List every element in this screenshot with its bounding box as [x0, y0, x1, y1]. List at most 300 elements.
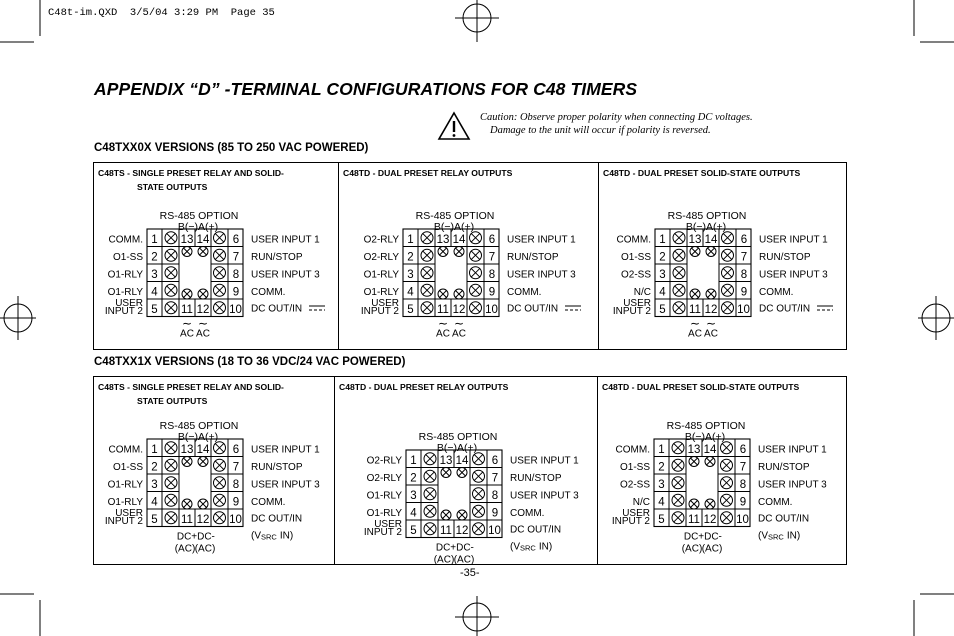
terminal-number: 8	[491, 490, 499, 502]
terminal-number: 8	[739, 479, 747, 491]
terminal-number: 8	[232, 479, 240, 491]
terminal-number: 9	[488, 286, 496, 299]
screw-terminal-icon	[214, 477, 226, 489]
screw-terminal-icon	[198, 289, 208, 299]
terminal-label: RUN/STOP	[507, 252, 559, 263]
terminal-label: USER	[623, 298, 651, 309]
terminal-label: O2-RLY	[366, 473, 402, 484]
terminal-number: 6	[491, 455, 499, 467]
terminal-label: INPUT 2	[363, 527, 402, 538]
screw-terminal-icon	[424, 505, 436, 517]
ac-terminal-label: (AC)	[701, 543, 723, 555]
caution-note	[480, 111, 753, 137]
terminal-label: USER INPUT 3	[251, 479, 320, 491]
terminal-number: 10	[737, 304, 750, 316]
terminal-number: 14	[703, 444, 717, 456]
terminal-number: 10	[229, 304, 242, 316]
terminal-number: 3	[659, 269, 666, 281]
ac-tilde-icon: ∼	[437, 316, 449, 331]
terminal-diagram	[95, 207, 355, 357]
screw-terminal-icon	[214, 302, 226, 314]
panel-heading-line1: C48TS - SINGLE PRESET RELAY AND SOLID-	[98, 382, 284, 392]
terminal-number: 7	[488, 251, 496, 264]
terminal-number: 12	[703, 514, 717, 526]
ac-terminal-label: AC	[704, 328, 718, 340]
screw-terminal-icon	[470, 302, 482, 314]
terminal-label: USER INPUT 1	[759, 234, 828, 246]
terminal-number: 12	[455, 525, 469, 537]
terminal-label: O1-SS	[112, 462, 143, 473]
terminal-label: O2-RLY	[363, 234, 399, 246]
terminal-label: DC OUT/IN	[759, 303, 811, 315]
terminal-number: 1	[151, 234, 158, 246]
screw-terminal-icon	[165, 494, 177, 506]
terminal-number: 3	[658, 479, 665, 491]
terminal-number: 4	[659, 286, 666, 299]
screw-terminal-icon	[214, 459, 226, 471]
ac-tilde-icon: ∼	[705, 316, 717, 331]
terminal-number: 9	[232, 286, 240, 299]
screw-terminal-icon	[424, 470, 436, 482]
page-number: -35-	[460, 567, 480, 579]
screw-terminal-icon	[470, 249, 482, 261]
terminal-number: 7	[740, 251, 748, 264]
screw-terminal-icon	[470, 232, 482, 244]
screw-terminal-icon	[441, 468, 451, 478]
screw-terminal-icon	[689, 457, 699, 467]
terminal-label: RUN/STOP	[251, 252, 303, 263]
terminal-number: 7	[491, 472, 499, 485]
terminal-number: 3	[410, 490, 417, 502]
terminal-number: 1	[407, 234, 414, 246]
ac-terminal-label: AC	[436, 328, 450, 340]
terminal-label: O1-SS	[619, 462, 650, 473]
terminal-label: O1-SS	[112, 252, 143, 263]
screw-terminal-icon	[470, 284, 482, 296]
screw-terminal-icon	[457, 468, 467, 478]
screw-terminal-icon	[182, 499, 192, 509]
ac-terminal-label: (AC)	[194, 543, 216, 555]
screw-terminal-icon	[182, 289, 192, 299]
rs485-label: RS-485 OPTION	[159, 420, 239, 432]
panel-heading-line1: C48TD - DUAL PRESET SOLID-STATE OUTPUTS	[602, 382, 800, 392]
terminal-label: COMM.	[758, 497, 793, 508]
terminal-number: 1	[410, 455, 417, 467]
rs485-label: RS-485 OPTION	[418, 431, 498, 443]
terminal-number: 2	[407, 251, 414, 264]
terminal-number: 11	[440, 525, 452, 537]
screw-terminal-icon	[421, 284, 433, 296]
vsrc-label: (VSRC IN)	[758, 530, 801, 542]
screw-terminal-icon	[165, 442, 177, 454]
terminal-label: INPUT 2	[104, 306, 143, 317]
rs485-polarity-label: B(−)A(+)	[436, 442, 478, 454]
screw-terminal-icon	[454, 289, 464, 299]
terminal-label: O1-RLY	[366, 508, 402, 519]
terminal-label: O2-RLY	[363, 252, 399, 263]
screw-terminal-icon	[165, 267, 177, 279]
rs485-label: RS-485 OPTION	[666, 420, 746, 432]
screw-terminal-icon	[165, 477, 177, 489]
screw-terminal-icon	[673, 232, 685, 244]
terminal-label: USER	[622, 508, 650, 519]
ac-terminal-label: (AC)	[681, 543, 703, 555]
dc-symbol-icon	[817, 306, 833, 310]
terminal-label: INPUT 2	[612, 306, 651, 317]
terminal-label: N/C	[632, 497, 650, 508]
caution-line-1: Caution: Observe proper polarity when connecting DC voltages.	[480, 112, 753, 123]
terminal-label: O1-RLY	[107, 269, 143, 281]
screw-terminal-icon	[672, 494, 684, 506]
screw-terminal-icon	[198, 457, 208, 467]
dc-minus-label: DC-	[456, 542, 474, 554]
screw-terminal-icon	[721, 442, 733, 454]
terminal-number: 14	[196, 444, 210, 456]
panel-heading-line2: STATE OUTPUTS	[137, 182, 208, 192]
screw-terminal-icon	[165, 249, 177, 261]
terminal-number: 7	[232, 461, 240, 474]
terminal-number: 8	[232, 269, 240, 281]
ac-terminal-label: (AC)	[453, 554, 475, 566]
warning-triangle-icon	[437, 111, 471, 141]
terminal-number: 3	[151, 479, 158, 491]
terminal-number: 4	[151, 286, 158, 299]
section-title-2: C48TXX1X VERSIONS (18 TO 36 VDC/24 VAC POWERED)	[94, 356, 406, 368]
terminal-label: O1-RLY	[107, 479, 143, 491]
terminal-label: INPUT 2	[611, 516, 650, 527]
terminal-label: DC OUT/IN	[251, 303, 303, 315]
terminal-diagram	[603, 207, 863, 357]
terminal-number: 13	[436, 234, 450, 246]
terminal-label: O2-SS	[620, 269, 651, 281]
screw-terminal-icon	[721, 477, 733, 489]
screw-terminal-icon	[165, 512, 177, 524]
terminal-number: 11	[689, 304, 701, 316]
terminal-number: 10	[229, 514, 242, 526]
terminal-number: 2	[410, 472, 417, 485]
terminal-number: 6	[739, 444, 747, 456]
terminal-diagram	[602, 417, 862, 567]
screw-terminal-icon	[706, 289, 716, 299]
rs485-polarity-label: B(−)A(+)	[177, 221, 219, 233]
ac-tilde-icon: ∼	[197, 316, 209, 331]
terminal-label: O2-SS	[619, 479, 650, 491]
screw-terminal-icon	[706, 247, 716, 257]
terminal-number: 2	[151, 461, 158, 474]
terminal-label: USER INPUT 3	[759, 269, 828, 281]
terminal-label: O1-RLY	[363, 269, 399, 281]
screw-terminal-icon	[424, 523, 436, 535]
terminal-label: INPUT 2	[104, 516, 143, 527]
terminal-label: COMM.	[108, 444, 143, 456]
screw-terminal-icon	[182, 457, 192, 467]
screw-terminal-icon	[705, 457, 715, 467]
terminal-label: USER	[115, 508, 143, 519]
screw-terminal-icon	[424, 453, 436, 465]
panel-heading	[343, 166, 512, 180]
terminal-label: COMM.	[615, 444, 650, 456]
screw-terminal-icon	[441, 510, 451, 520]
terminal-label: O2-RLY	[366, 455, 402, 467]
panel-heading-line1: C48TD - DUAL PRESET SOLID-STATE OUTPUTS	[603, 168, 801, 178]
terminal-number: 2	[659, 251, 666, 264]
rs485-polarity-label: B(−)A(+)	[685, 221, 727, 233]
terminal-label: USER	[374, 519, 402, 530]
terminal-label: USER INPUT 1	[510, 455, 579, 467]
screw-terminal-icon	[722, 249, 734, 261]
dc-plus-label: DC+	[435, 542, 457, 554]
terminal-number: 9	[740, 286, 748, 299]
rs485-label: RS-485 OPTION	[159, 210, 239, 222]
terminal-diagram	[95, 417, 355, 567]
page-title: APPENDIX “D” -TERMINAL CONFIGURATIONS FOR C48 TIMERS	[94, 79, 638, 99]
terminal-label: DC OUT/IN	[507, 303, 559, 315]
terminal-diagram	[354, 428, 614, 578]
screw-terminal-icon	[672, 442, 684, 454]
vsrc-label: (VSRC IN)	[510, 541, 553, 553]
dc-minus-label: DC-	[704, 531, 722, 543]
terminal-number: 5	[659, 304, 666, 316]
terminal-number: 11	[437, 304, 449, 316]
screw-terminal-icon	[690, 289, 700, 299]
panel-heading	[602, 380, 799, 394]
ac-terminal-label: (AC)	[433, 554, 455, 566]
terminal-number: 5	[410, 525, 417, 537]
screw-terminal-icon	[672, 512, 684, 524]
rs485-polarity-label: B(−)A(+)	[684, 431, 726, 443]
terminal-label: COMM.	[108, 234, 143, 246]
screw-terminal-icon	[214, 249, 226, 261]
terminal-label: O1-RLY	[107, 287, 143, 298]
screw-terminal-icon	[673, 249, 685, 261]
screw-terminal-icon	[473, 505, 485, 517]
terminal-label: DC OUT/IN	[510, 524, 562, 536]
rs485-polarity-label: B(−)A(+)	[433, 221, 475, 233]
screw-terminal-icon	[721, 512, 733, 524]
dc-plus-label: DC+	[683, 531, 705, 543]
terminal-label: USER INPUT 1	[251, 234, 320, 246]
terminal-number: 3	[151, 269, 158, 281]
terminal-label: USER INPUT 1	[507, 234, 576, 246]
terminal-label: INPUT 2	[360, 306, 399, 317]
terminal-number: 4	[151, 496, 158, 509]
screw-terminal-icon	[214, 232, 226, 244]
ac-tilde-icon: ∼	[181, 316, 193, 331]
terminal-number: 8	[488, 269, 496, 281]
terminal-number: 12	[196, 514, 210, 526]
screw-terminal-icon	[421, 267, 433, 279]
screw-terminal-icon	[673, 267, 685, 279]
terminal-number: 10	[488, 525, 501, 537]
screw-terminal-icon	[165, 232, 177, 244]
screw-terminal-icon	[722, 302, 734, 314]
terminal-number: 10	[485, 304, 498, 316]
file-header: C48t-im.QXD 3/5/04 3:29 PM Page 35	[48, 7, 275, 19]
terminal-number: 2	[658, 461, 665, 474]
terminal-label: USER INPUT 3	[251, 269, 320, 281]
panel-heading	[603, 166, 800, 180]
terminal-label: DC OUT/IN	[758, 513, 810, 525]
terminal-number: 9	[232, 496, 240, 509]
terminal-number: 12	[196, 304, 210, 316]
terminal-label: USER	[371, 298, 399, 309]
terminal-number: 1	[151, 444, 158, 456]
screw-terminal-icon	[198, 499, 208, 509]
screw-terminal-icon	[438, 247, 448, 257]
screw-terminal-icon	[689, 499, 699, 509]
terminal-diagram	[351, 207, 611, 357]
screw-terminal-icon	[473, 470, 485, 482]
ac-tilde-icon: ∼	[453, 316, 465, 331]
dc-symbol-icon	[565, 306, 581, 310]
rs485-label: RS-485 OPTION	[415, 210, 495, 222]
screw-terminal-icon	[214, 284, 226, 296]
terminal-number: 5	[407, 304, 414, 316]
terminal-label: O1-RLY	[366, 490, 402, 502]
panel-heading-line1: C48TD - DUAL PRESET RELAY OUTPUTS	[339, 382, 509, 392]
screw-terminal-icon	[721, 494, 733, 506]
terminal-label: N/C	[633, 287, 651, 298]
screw-terminal-icon	[672, 477, 684, 489]
screw-terminal-icon	[473, 488, 485, 500]
screw-terminal-icon	[470, 267, 482, 279]
terminal-label: USER INPUT 1	[251, 444, 320, 456]
ac-terminal-label: (AC)	[174, 543, 196, 555]
terminal-number: 13	[439, 455, 453, 467]
screw-terminal-icon	[673, 302, 685, 314]
terminal-number: 11	[181, 304, 193, 316]
terminal-number: 10	[736, 514, 749, 526]
panel-heading	[98, 380, 284, 408]
terminal-number: 6	[232, 444, 240, 456]
panel-heading	[98, 166, 284, 194]
screw-terminal-icon	[182, 247, 192, 257]
caution-line-2: Damage to the unit will occur if polarity is reversed.	[490, 125, 711, 136]
terminal-label: USER	[115, 298, 143, 309]
screw-terminal-icon	[214, 267, 226, 279]
screw-terminal-icon	[421, 232, 433, 244]
terminal-number: 13	[180, 234, 194, 246]
ac-tilde-icon: ∼	[689, 316, 701, 331]
terminal-number: 4	[410, 507, 417, 520]
terminal-label: COMM.	[616, 234, 651, 246]
panel-heading-line1: C48TS - SINGLE PRESET RELAY AND SOLID-	[98, 168, 284, 178]
terminal-number: 9	[491, 507, 499, 520]
rs485-polarity-label: B(−)A(+)	[177, 431, 219, 443]
terminal-number: 6	[488, 234, 496, 246]
screw-terminal-icon	[214, 494, 226, 506]
terminal-label: COMM.	[507, 287, 542, 298]
terminal-label: O1-RLY	[363, 287, 399, 298]
terminal-number: 1	[658, 444, 665, 456]
screw-terminal-icon	[705, 499, 715, 509]
terminal-number: 11	[688, 514, 700, 526]
screw-terminal-icon	[473, 523, 485, 535]
terminal-label: RUN/STOP	[510, 473, 562, 484]
screw-terminal-icon	[454, 247, 464, 257]
dc-plus-label: DC+	[176, 531, 198, 543]
terminal-number: 14	[196, 234, 210, 246]
terminal-number: 9	[739, 496, 747, 509]
terminal-label: O1-RLY	[107, 497, 143, 508]
terminal-label: RUN/STOP	[758, 462, 810, 473]
terminal-number: 13	[180, 444, 194, 456]
terminal-label: RUN/STOP	[251, 462, 303, 473]
terminal-label: COMM.	[510, 508, 545, 519]
terminal-number: 4	[407, 286, 414, 299]
terminal-label: USER INPUT 1	[758, 444, 827, 456]
section-title-1: C48TXX0X VERSIONS (85 TO 250 VAC POWERED)	[94, 142, 369, 154]
dc-symbol-icon	[309, 306, 325, 310]
terminal-number: 1	[659, 234, 666, 246]
screw-terminal-icon	[424, 488, 436, 500]
screw-terminal-icon	[722, 284, 734, 296]
terminal-label: DC OUT/IN	[251, 513, 303, 525]
screw-terminal-icon	[214, 442, 226, 454]
screw-terminal-icon	[438, 289, 448, 299]
terminal-number: 13	[687, 444, 701, 456]
screw-terminal-icon	[473, 453, 485, 465]
screw-terminal-icon	[457, 510, 467, 520]
screw-terminal-icon	[165, 284, 177, 296]
ac-terminal-label: AC	[688, 328, 702, 340]
vsrc-label: (VSRC IN)	[251, 530, 294, 542]
rs485-label: RS-485 OPTION	[667, 210, 747, 222]
terminal-number: 3	[407, 269, 414, 281]
terminal-number: 13	[688, 234, 702, 246]
screw-terminal-icon	[672, 459, 684, 471]
panel-heading	[339, 380, 508, 394]
screw-terminal-icon	[165, 302, 177, 314]
terminal-number: 7	[739, 461, 747, 474]
terminal-label: USER INPUT 3	[507, 269, 576, 281]
terminal-label: O1-SS	[620, 252, 651, 263]
ac-terminal-label: AC	[180, 328, 194, 340]
terminal-number: 6	[232, 234, 240, 246]
terminal-number: 5	[151, 304, 158, 316]
terminal-label: COMM.	[251, 287, 286, 298]
panel-heading-line1: C48TD - DUAL PRESET RELAY OUTPUTS	[343, 168, 513, 178]
terminal-number: 2	[151, 251, 158, 264]
terminal-number: 14	[704, 234, 718, 246]
screw-terminal-icon	[198, 247, 208, 257]
terminal-number: 5	[658, 514, 665, 526]
terminal-number: 12	[704, 304, 718, 316]
terminal-number: 4	[658, 496, 665, 509]
screw-terminal-icon	[165, 459, 177, 471]
screw-terminal-icon	[722, 267, 734, 279]
terminal-number: 6	[740, 234, 748, 246]
terminal-number: 5	[151, 514, 158, 526]
terminal-number: 14	[452, 234, 466, 246]
screw-terminal-icon	[421, 302, 433, 314]
ac-terminal-label: AC	[196, 328, 210, 340]
screw-terminal-icon	[421, 249, 433, 261]
terminal-label: COMM.	[251, 497, 286, 508]
terminal-number: 11	[181, 514, 193, 526]
terminal-label: COMM.	[759, 287, 794, 298]
screw-terminal-icon	[721, 459, 733, 471]
terminal-number: 14	[455, 455, 469, 467]
screw-terminal-icon	[673, 284, 685, 296]
terminal-label: USER INPUT 3	[758, 479, 827, 491]
dc-minus-label: DC-	[197, 531, 215, 543]
terminal-label: RUN/STOP	[759, 252, 811, 263]
screw-terminal-icon	[214, 512, 226, 524]
screw-terminal-icon	[690, 247, 700, 257]
ac-terminal-label: AC	[452, 328, 466, 340]
terminal-label: USER INPUT 3	[510, 490, 579, 502]
